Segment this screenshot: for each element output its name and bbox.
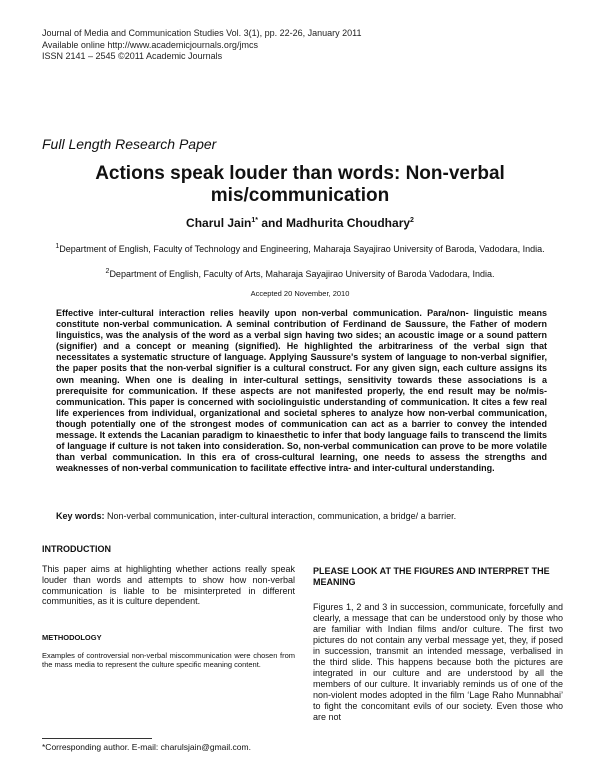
author-2: Madhurita Choudhary <box>286 216 411 230</box>
journal-issn: ISSN 2141 – 2545 ©2011 Academic Journals <box>42 51 223 61</box>
author-connector: and <box>258 216 287 230</box>
abstract: Effective inter-cultural interaction relies heavily upon non-verbal communication. Para/non- linguistic means constitute non-verbal communication. A seminal contribution of Ferdinand de Saussure, the Father of modern linguistics, was the analysis of the word as a verbal sign having two sides; an acoustic image or a sound pattern (signifier) and a concept or meaning (signified). He highlighted the arbitrariness of the verbal sign that necessitates a systematic structure of language. Applying Saussure's system of language to non-verbal signifier, the paper posits that the non-verbal signifier is a cultural construct. For any given sign, each culture assigns its own meaning. When one is dealing in inter-cultural settings, sensitivity towards these associations is a prerequisite for communication. If these aspects are not manifested properly, the end result may be no/mis-communication. This paper is concerned with sociolinguistic understanding of communication. It cites a few real life experiences from individual, organizational and societal spheres to analyze how non-verbal communication, though potentially one of the strongest modes of communication can act as a barrier to convey the intended message. It extends the Lacanian paradigm to kinaesthetic to infer that body language fails to transcend the limits of language if culture is not taken into consideration. So, non-verbal communication can prove to be more volatile than verbal communication. In this era of cross-cultural learning, one needs to assess the strengths and weaknesses of non-verbal communication to facilitate effective intra- and inter-cultural understanding. <box>56 308 547 474</box>
introduction-text: This paper aims at highlighting whether actions really speak louder than words and attempts to show how non-verbal communication is liable to be misinterpreted in different communities, as it is culture dependent. <box>42 564 295 607</box>
methodology-text: Examples of controversial non-verbal miscommunication were chosen from the mass media to represent the culture specific meaning content. <box>42 651 295 669</box>
author-1: Charul Jain <box>186 216 252 230</box>
title-line-2: mis/communication <box>210 185 390 206</box>
affiliation-1-text: Department of English, Faculty of Technology and Engineering, Maharaja Sayajirao University of Baroda, Vadodara, India. <box>59 244 545 254</box>
author-2-marker: 2 <box>410 217 414 224</box>
affiliation-2-marker: 2 <box>105 268 110 275</box>
figures-heading: PLEASE LOOK AT THE FIGURES AND INTERPRET THE MEANING <box>313 566 550 587</box>
title-line-1: Actions speak louder than words: Non-verbal <box>95 163 505 184</box>
footnote-rule <box>42 738 152 739</box>
paper-title <box>40 163 560 207</box>
footnote: *Corresponding author. E-mail: charulsjain@gmail.com. <box>42 742 251 752</box>
affiliation-2 <box>40 266 560 280</box>
methodology-heading: METHODOLOGY <box>42 633 102 642</box>
accepted-date: Accepted 20 November, 2010 <box>250 289 350 298</box>
introduction-heading: INTRODUCTION <box>42 544 111 554</box>
journal-citation: Journal of Media and Communication Studies Vol. 3(1), pp. 22-26, January 2011 <box>42 28 362 38</box>
affiliation-1 <box>40 241 560 255</box>
journal-header <box>42 28 362 63</box>
author-1-marker: 1* <box>251 217 259 224</box>
affiliation-1-marker: 1 <box>55 243 60 250</box>
figures-text: Figures 1, 2 and 3 in succession, communicate, forcefully and clearly, a message that can be understood only by those who are familiar with Indian films and/or culture. The first two pictures do not contain any verbal message yet, they, if posed in succession, transmit an intended message, verbalised in the third slide. This happens because both the pictures are integrated in our culture and are understood by all the members of our culture. It invariably reminds us of one of the non-violent modes adopted in the film ‘Lage Raho Munnabhai’ to fight the concomitant evils of our society. Even those who are not <box>313 602 563 722</box>
article-type: Full Length Research Paper <box>42 136 217 152</box>
keywords <box>56 511 547 522</box>
affiliation-2-text: Department of English, Faculty of Arts, Maharaja Sayajirao University of Baroda Vadodara, India. <box>109 269 495 279</box>
authors <box>40 216 560 230</box>
journal-url: Available online http://www.academicjournals.org/jmcs <box>42 39 258 50</box>
keywords-text: Non-verbal communication, inter-cultural interaction, communication, a bridge/ a barrier. <box>104 511 457 521</box>
keywords-label: Key words: <box>56 511 105 521</box>
